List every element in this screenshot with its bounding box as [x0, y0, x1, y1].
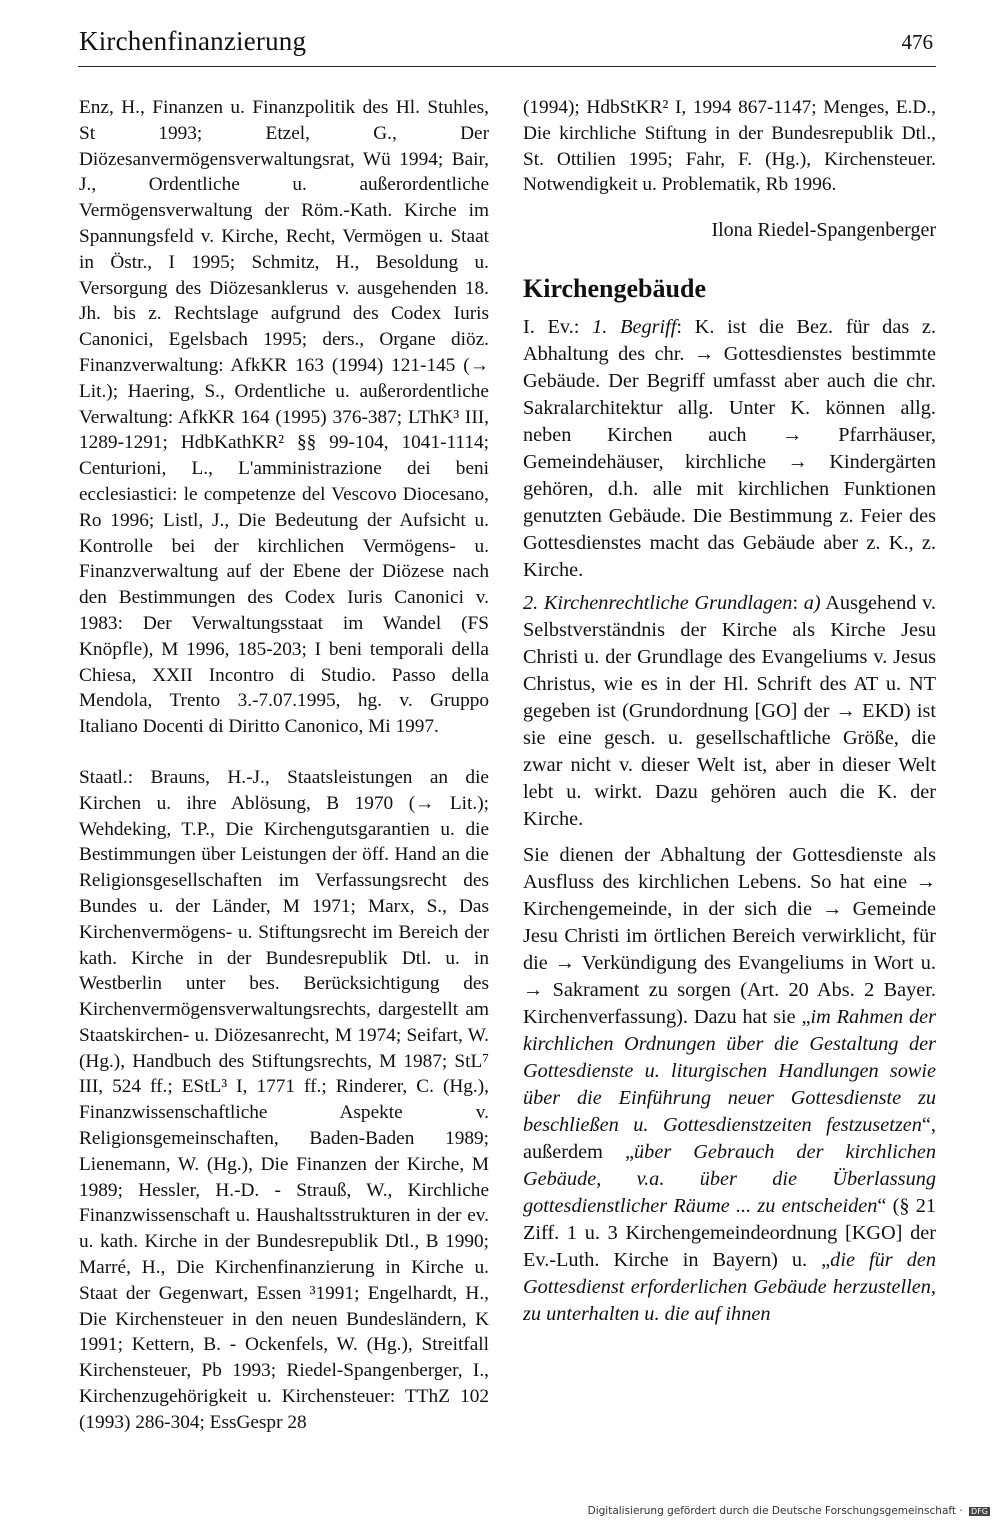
digitization-footer: Digitalisierung gefördert durch die Deutsche Forschungsgemeinschaft · DFG	[587, 1505, 988, 1517]
page-number: 476	[901, 30, 933, 54]
label-separator: :	[792, 591, 804, 614]
author-signature: Ilona Riedel-Spangenberger	[711, 219, 936, 242]
section-prefix: I. Ev.:	[523, 315, 593, 338]
article-paragraph	[523, 314, 936, 584]
article-paragraph	[523, 842, 936, 1328]
paragraph-text: “, außerdem „	[523, 1113, 936, 1163]
article-paragraph	[523, 590, 936, 833]
bibliography-paragraph: Enz, H., Finanzen u. Finanzpolitik des Hl. Stuhles, St 1993; Etzel, G., Der Diözesanvermögensverwaltungsrat, Wü 1994; Bair, J., Ordentliche u. außerordentliche Vermögensverwaltung der Röm.-Kath. Kirche im Spannungsfeld v. Kirche, Recht, Vermögen u. Staat in Östr., I 1995; Schmitz, H., Besoldung u. Versorgung des Diözesanklerus v. ausgehenden 18. Jh. bis z. Rechtslage aufgrund des Codex Iuris Canonici, Egelsbach 1995; ders., Organe diöz. Finanzverwaltung: AfkKR 163 (1994) 121-145 (→ Lit.); Haering, S., Ordentliche u. außerordentliche Verwaltung: AfkKR 164 (1995) 376-387; LThK³ III, 1289-1291; HdbKathKR² §§ 99-104, 1041-1114; Centurioni, L., L'amministrazione dei beni ecclesiastici: le competenze del Vescovo Diocesano, Ro 1996; Listl, J., Die Bedeutung der Aufsicht u. Kontrolle bei der kirchlichen Vermögens- u. Finanzverwaltung auf der Ebene der Diözese nach den Bestimmungen des Codex Iuris Canonici v. 1983: Der Verwaltungsstaat im Wandel (FS Knöpfle), M 1996, 185-203; I beni temporali della Chiesa, XXII Incontro di Studio. Passo della Mendola, Trento 3.-7.07.1995, hg. v. Gruppo Italiano Docenti di Diritto Canonico, Mi 1997.	[79, 97, 489, 738]
quoted-text: die für den Gottesdienst erforderlichen Gebäude herzustellen, zu unterhalten u. die auf ihnen	[523, 1248, 937, 1325]
header-rule	[78, 66, 936, 67]
dfg-logo-icon: DFG	[971, 1506, 988, 1516]
quoted-text: über Gebrauch der kirchlichen Gebäude, v.a. über die Überlassung gottesdienstlicher Räume ... zu entscheiden	[523, 1140, 937, 1217]
left-column	[79, 95, 489, 1436]
paragraph-text: : K. ist die Bez. für das z. Abhaltung des chr. → Gottesdienstes bestimmte Gebäude. Der Begriff umfasst aber auch die chr. Sakralarchitektur allg. Unter K. können allg. neben Kirchen auch → Pfarrhäuser, Gemeindehäuser, kirchliche → Kindergärten gehören, d.h. alle mit kirchlichen Funktionen genutzten Gebäude. Die Bestimmung z. Feier des Gottesdienstes macht das Gebäude aber z. K., z. Kirche.	[523, 315, 936, 581]
bibliography-paragraph-state-law: Staatl.: Brauns, H.-J., Staatsleistungen an die Kirchen u. ihre Ablösung, B 1970 (→ Lit.); Wehdeking, T.P., Die Kirchengutsgarantien u. die Bestimmungen über Leistungen der öff. Hand an die Religionsgesellschaften im Verfassungsrecht des Bundes u. der Länder, M 1971; Marx, S., Das Kirchenvermögens- u. Stiftungsrecht im Bereich der kath. Kirche in der Bundesrepublik Dtl. u. in Westberlin unter bes. Berücksichtigung des Kirchenvermögensverwaltungsrechts, dargestellt am Staatskirchen- u. Diözesanrecht, M 1974; Seifart, W. (Hg.), Handbuch des Stiftungsrechts, M 1987; StL⁷ III, 524 ff.; EStL³ I, 1771 ff.; Rinderer, C. (Hg.), Finanzwissenschaftliche Aspekte v. Religionsgemeinschaften, Baden-Baden 1989; Lienemann, W. (Hg.), Die Finanzen der Kirche, M 1989; Hessler, H.-D. - Strauß, W., Kirchliche Finanzwissenschaft u. Haushaltsstrukturen in der ev. u. kath. Kirche in der Bundesrepublik Dtl., B 1990; Marré, H., Die Kirchenfinanzierung in Kirche u. Staat der Gegenwart, Essen ³1991; Engelhardt, H., Die Kirchensteuer in den neuen Bundesländern, K 1991; Kettern, B. - Ockenfels, W. (Hg.), Streitfall Kirchensteuer, Pb 1993; Riedel-Spangenberger, I., Kirchenzugehörigkeit u. Kirchensteuer: TThZ 102 (1993) 286-304; EssGespr 28	[79, 766, 489, 1433]
subsection-label: 1. Begriff	[592, 315, 677, 338]
footer-text: Digitalisierung gefördert durch die Deutsche Forschungsgemeinschaft	[587, 1505, 957, 1517]
paragraph-text: Sie dienen der Abhaltung der Gottesdienste als Ausfluss des kirchlichen Lebens. So hat eine → Kirchengemeinde, in der sich die → Gemeinde Jesu Christi im örtlichen Bereich verwirklicht, für die → Verkündigung des Evangeliums in Wort u. → Sakrament zu sorgen (Art. 20 Abs. 2 Bayer. Kirchenverfassung). Dazu hat sie „	[523, 843, 936, 1028]
right-column	[523, 95, 936, 1328]
bibliography-continuation: (1994); HdbStKR² I, 1994 867-1147; Menges, E.D., Die kirchliche Stiftung in der Bundesrepublik Dtl., St. Ottilien 1995; Fahr, F. (Hg.), Kirchensteuer. Notwendigkeit u. Problematik, Rb 1996.	[523, 97, 936, 196]
running-header-title: Kirchenfinanzierung	[79, 26, 307, 56]
paragraph-text: “ (§ 21 Ziff. 1 u. 3 Kirchengemeindeordnung [KGO] der Ev.-Luth. Kirche in Bayern) u. „	[523, 1194, 936, 1271]
quoted-text: im Rahmen der kirchlichen Ordnungen über die Gestaltung der Gottesdienste u. liturgischen Handlungen sowie über die Einführung neuer Gottesdienste zu beschließen u. Gottesdienstzeiten festzusetzen	[523, 1005, 936, 1136]
paragraph-text: Ausgehend v. Selbstverständnis der Kirche als Kirche Jesu Christi u. der Grundlage des Evangeliums v. Jesus Christus, wie es in der Hl. Schrift des AT u. NT gegeben ist (Grundordnung [GO] der → EKD) ist sie eine gesch. u. gesellschaftliche Größe, die zwar nicht v. dieser Welt ist, aber in dieser Welt lebt u. wirkt. Dazu gehören auch die K. der Kirche.	[523, 591, 936, 830]
article-body	[523, 314, 936, 1328]
section-heading: Kirchengebäude	[523, 273, 706, 303]
subsection-sublabel: a)	[803, 591, 821, 614]
subsection-label: 2. Kirchenrechtliche Grundlagen	[523, 591, 793, 614]
